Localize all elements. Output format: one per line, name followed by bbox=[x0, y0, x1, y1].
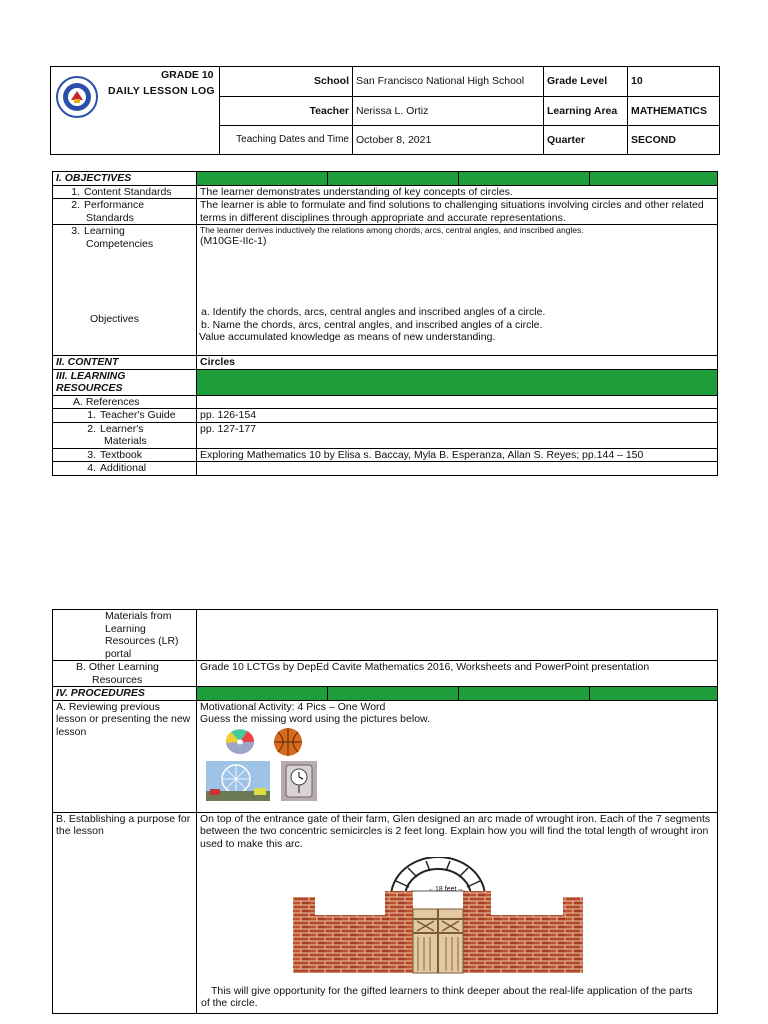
grade-level-label: Grade Level bbox=[544, 67, 628, 97]
cd-disc-icon bbox=[225, 729, 255, 755]
teachers-guide-label: 1. Teacher's Guide bbox=[53, 409, 197, 423]
procedure-b-value bbox=[197, 812, 718, 1013]
objective-a: a. Identify the chords, arcs, central angles and inscribed angles of a circle. bbox=[201, 306, 546, 318]
grade-level-value: 10 bbox=[628, 67, 720, 97]
textbook-value: Exploring Mathematics 10 by Elisa s. Baccay, Myla B. Esperanza, Allan S. Reyes; pp.144 – 150 bbox=[197, 448, 718, 462]
quarter-label: Quarter bbox=[544, 126, 628, 155]
content-heading: II. CONTENT bbox=[53, 356, 197, 370]
procedure-b-label: B. Establishing a purpose for the lesson bbox=[53, 812, 197, 1013]
other-resources-value: Grade 10 LCTGs by DepEd Cavite Mathematics 2016, Worksheets and PowerPoint presentation bbox=[197, 661, 718, 687]
ferris-wheel-icon bbox=[206, 761, 270, 801]
header-title-cell bbox=[51, 67, 220, 155]
procedures-heading: IV. PROCEDURES bbox=[53, 687, 197, 701]
school-value: San Francisco National High School bbox=[353, 67, 544, 97]
gifted-note: This will give opportunity for the gifted learners to think deeper about the real-life application of the parts of the circle. bbox=[201, 984, 693, 1009]
lesson-table-2 bbox=[52, 609, 718, 1014]
dates-label: Teaching Dates and Time bbox=[220, 126, 353, 155]
grade-title: GRADE 10 bbox=[161, 69, 214, 81]
activity-instruction: Guess the missing word using the pictures below. bbox=[200, 713, 430, 725]
learning-area-value: MATHEMATICS bbox=[628, 97, 720, 126]
resources-heading: III. LEARNING RESOURCES bbox=[53, 369, 197, 395]
procedure-a-value bbox=[197, 700, 718, 812]
objective-value: Value accumulated knowledge as means of new understanding. bbox=[199, 331, 496, 343]
performance-standards-value: The learner is able to formulate and find solutions to challenging situations involving circles and other related terms in different disciplines through appropriate and accurate representations. bbox=[197, 199, 718, 225]
teacher-label: Teacher bbox=[220, 97, 353, 126]
log-title: DAILY LESSON LOG bbox=[108, 85, 215, 97]
references-label: A. References bbox=[53, 395, 197, 409]
competencies-value bbox=[197, 225, 718, 356]
dates-value: October 8, 2021 bbox=[353, 126, 544, 155]
deped-seal-icon bbox=[55, 75, 99, 119]
performance-standards-label: 2. Performance Standards bbox=[53, 199, 197, 225]
procedure-a-label: A. Reviewing previous lesson or presenting the new lesson bbox=[53, 700, 197, 812]
gate-arch-illustration bbox=[293, 857, 583, 975]
textbook-label: 3. Textbook bbox=[53, 448, 197, 462]
quarter-value: SECOND bbox=[628, 126, 720, 155]
objectives-heading: I. OBJECTIVES bbox=[53, 172, 197, 186]
other-resources-label: B. Other Learning Resources bbox=[53, 661, 197, 687]
learners-materials-value: pp. 127-177 bbox=[197, 422, 718, 448]
school-label: School bbox=[220, 67, 353, 97]
header-table bbox=[50, 66, 720, 155]
arch-measure-label: ←18 feet→ bbox=[428, 885, 464, 893]
competencies-label: 3. Learning Competencies Objectives bbox=[53, 225, 197, 356]
content-standards-value: The learner demonstrates understanding of key concepts of circles. bbox=[197, 185, 718, 199]
objectives-list bbox=[201, 306, 545, 344]
objectives-label: Objectives bbox=[90, 313, 140, 325]
lr-portal-label: Materials from Learning Resources (LR) portal bbox=[53, 610, 197, 661]
content-value: Circles bbox=[197, 356, 718, 370]
learning-area-label: Learning Area bbox=[544, 97, 628, 126]
basketball-icon bbox=[273, 727, 303, 757]
competencies-text: The learner derives inductively the relations among chords, arcs, central angles, and inscribed angles. bbox=[200, 225, 584, 235]
teacher-value: Nerissa L. Ortiz bbox=[353, 97, 544, 126]
objective-b: b. Name the chords, arcs, central angles, and inscribed angles of a circle. bbox=[201, 318, 543, 331]
activity-title: Motivational Activity: 4 Pics – One Word bbox=[200, 700, 386, 713]
content-standards-label: 1. Content Standards bbox=[53, 185, 197, 199]
teachers-guide-value: pp. 126-154 bbox=[197, 409, 718, 423]
gate-problem-text: On top of the entrance gate of their farm, Glen designed an arc made of wrought iron. Each of the 7 segments between the two concentric semicircles is 2 feet long. Explain how you will find the total length of wrought iron used to make this arc. bbox=[200, 812, 711, 850]
competencies-code: (M10GE-IIc-1) bbox=[200, 235, 267, 247]
additional-label: 4. Additional bbox=[53, 462, 197, 476]
learners-materials-label: 2. Learner's Materials bbox=[53, 422, 197, 448]
wall-clock-icon bbox=[281, 761, 317, 801]
lesson-table-1 bbox=[52, 171, 718, 476]
